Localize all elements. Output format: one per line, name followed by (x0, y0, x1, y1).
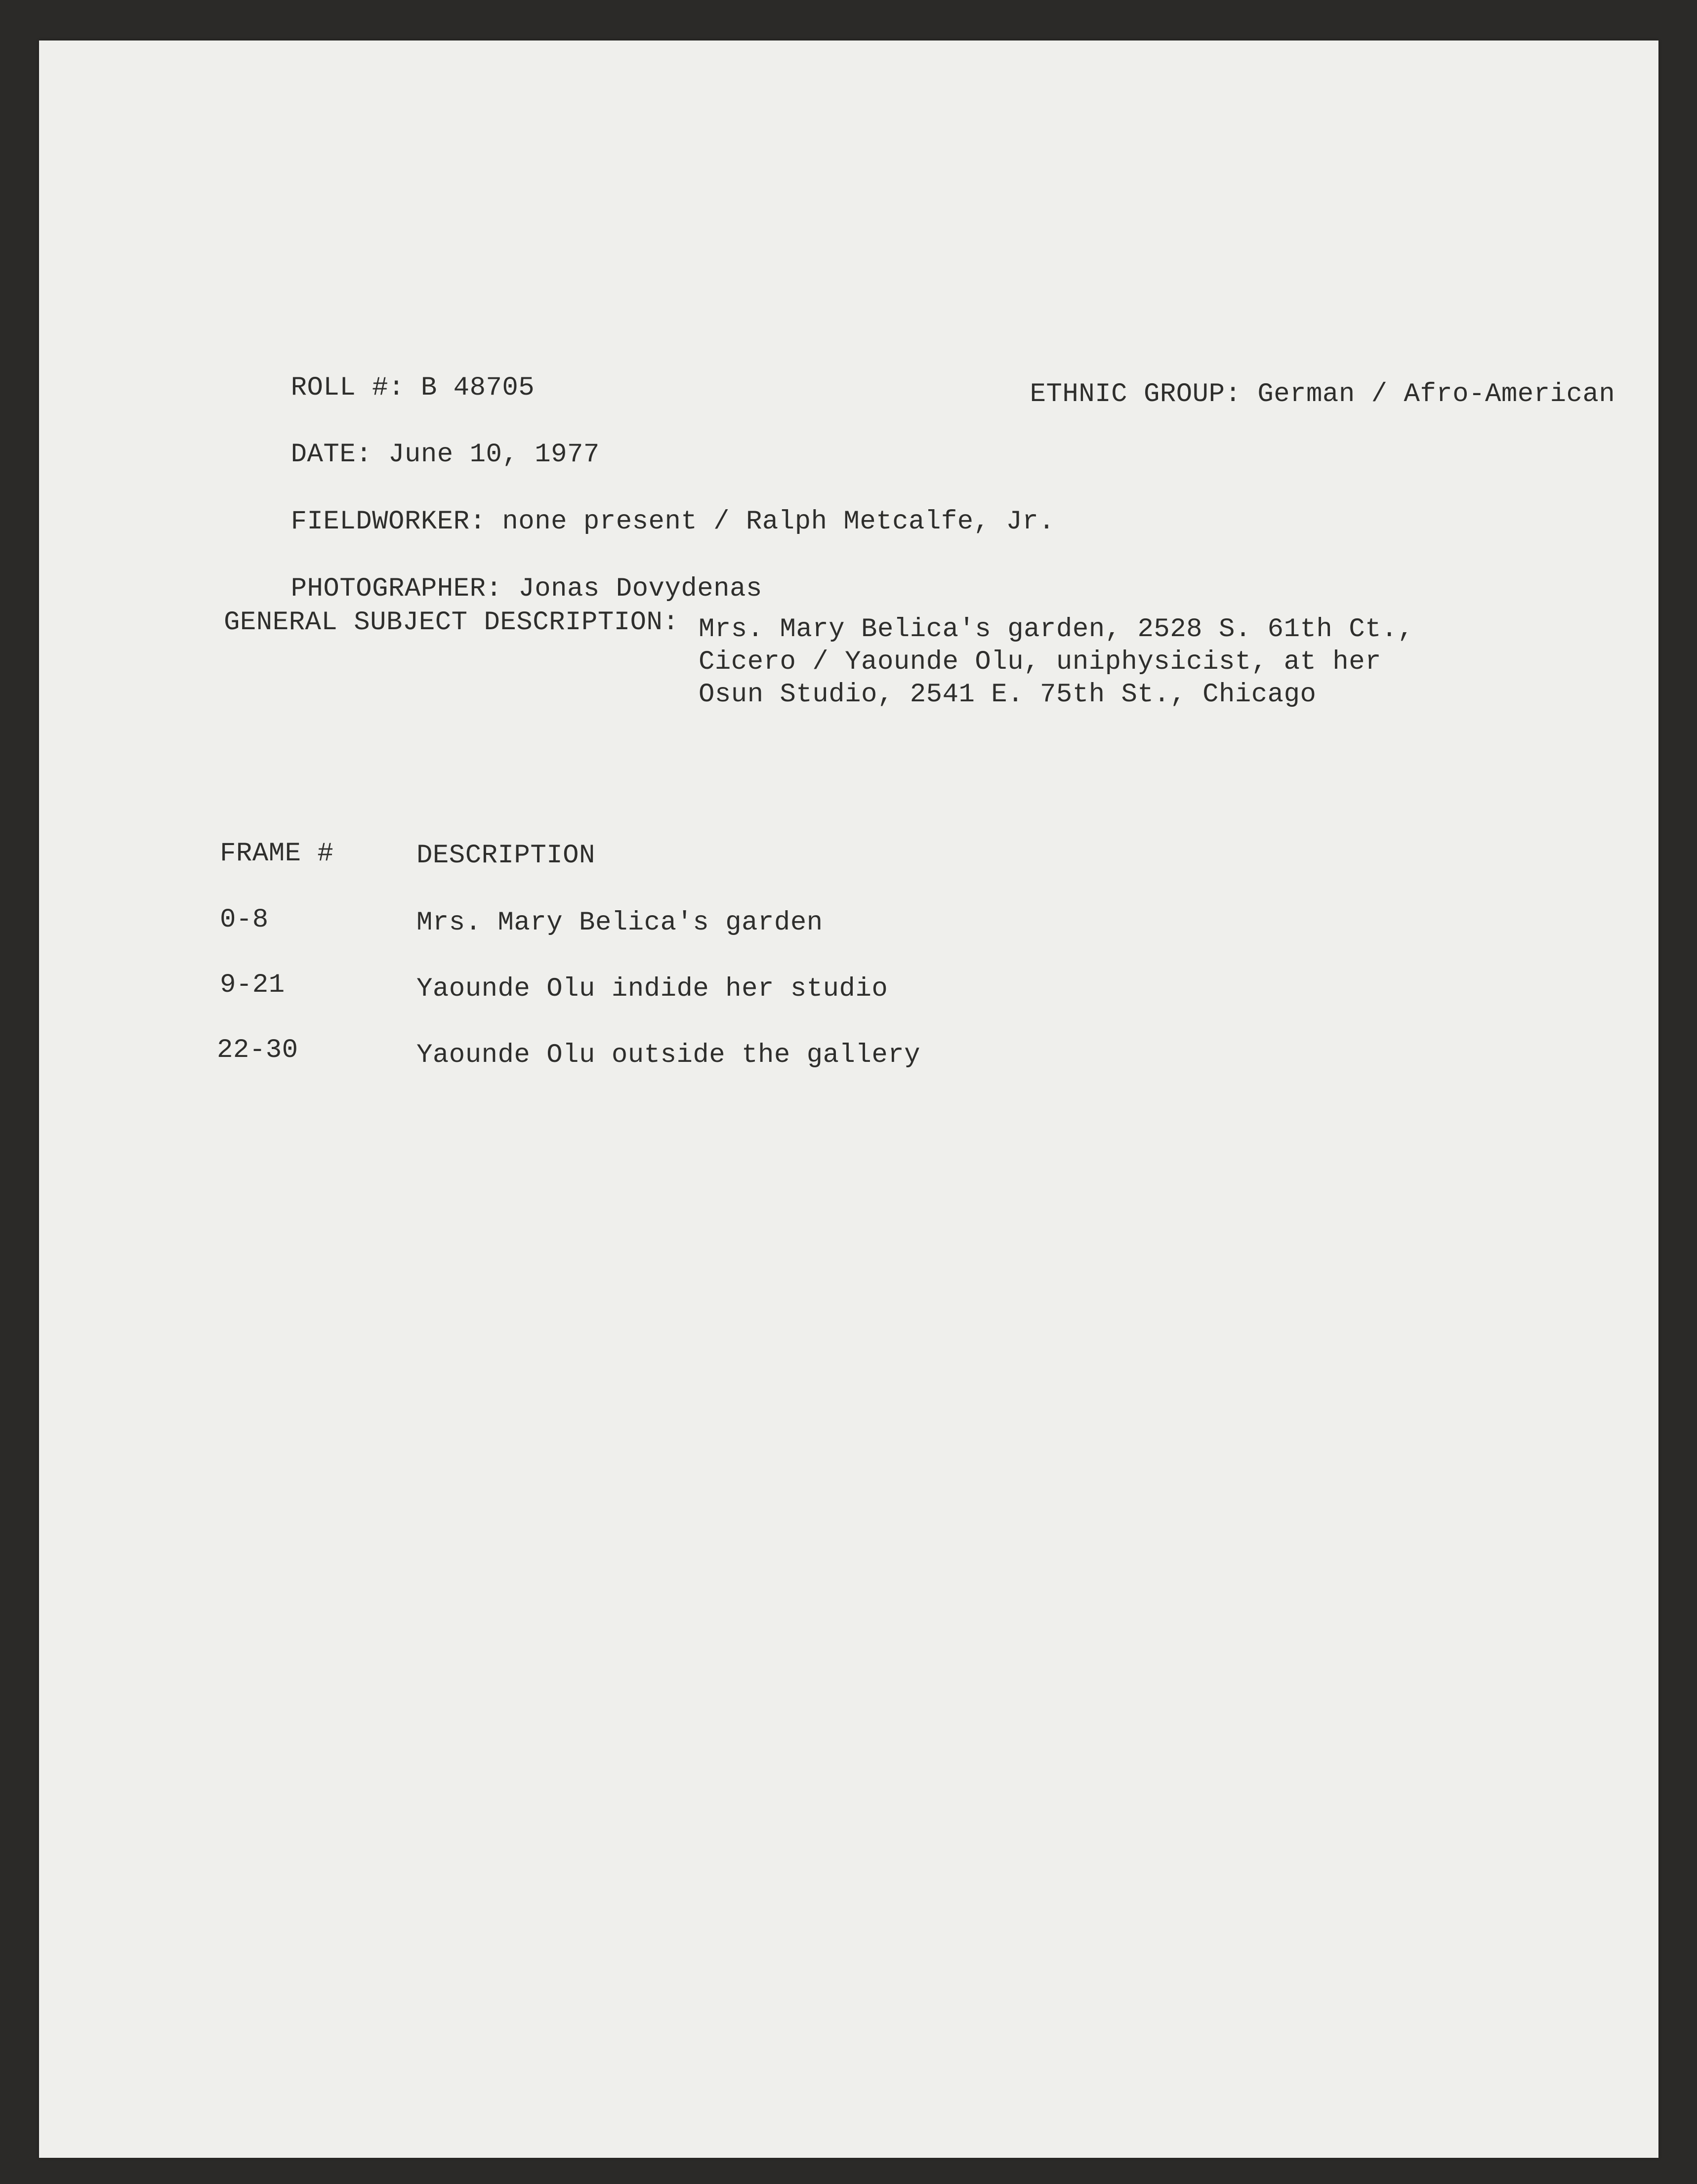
roll-label: ROLL #: (290, 373, 405, 403)
description-cell: Yaounde Olu indide her studio (416, 974, 888, 1004)
subject-line-3: Osun Studio, 2541 E. 75th St., Chicago (699, 680, 1317, 710)
description-cell: Mrs. Mary Belica's garden (416, 908, 823, 938)
photographer-label: PHOTOGRAPHER: (290, 574, 502, 604)
subject-label: GENERAL SUBJECT DESCRIPTION: (224, 607, 679, 638)
frame-column-header: FRAME # (220, 839, 334, 869)
subject-line-2: Cicero / Yaounde Olu, uniphysicist, at her (699, 647, 1382, 677)
roll-value: B 48705 (420, 373, 535, 403)
description-cell: Yaounde Olu outside the gallery (416, 1040, 921, 1070)
fieldworker-value: none present / Ralph Metcalfe, Jr. (502, 507, 1055, 537)
ethnic-group-label: ETHNIC GROUP: (1030, 379, 1242, 409)
fieldworker-label: FIELDWORKER: (290, 507, 486, 537)
description-column-header: DESCRIPTION (416, 841, 595, 871)
subject-line-1: Mrs. Mary Belica's garden, 2528 S. 61th Ct., (699, 614, 1414, 645)
frame-cell: 22-30 (217, 1035, 298, 1065)
date-label: DATE: (290, 440, 373, 470)
photographer-value: Jonas Dovydenas (518, 574, 762, 604)
frame-cell: 0-8 (220, 905, 269, 935)
frame-cell: 9-21 (220, 970, 285, 1000)
date-value: June 10, 1977 (388, 440, 600, 470)
ethnic-group-value: German / Afro-American (1257, 379, 1615, 409)
ethnic-group-line (965, 346, 1615, 444)
document-sheet (39, 40, 1658, 2158)
